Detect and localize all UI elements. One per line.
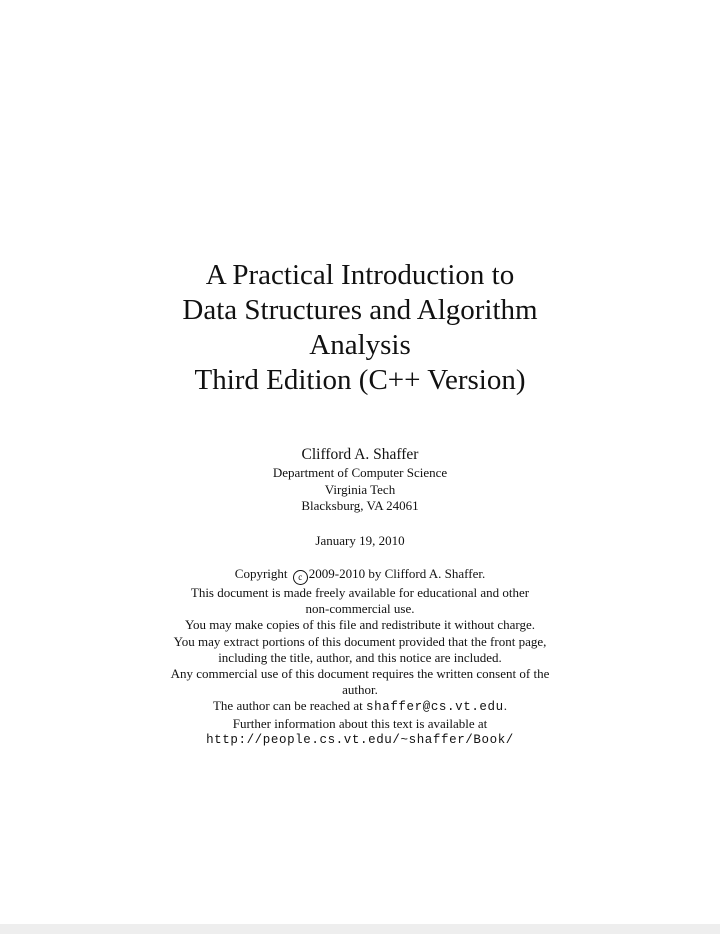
title-line-4: Third Edition (C++ Version) <box>194 364 526 396</box>
contact-line <box>0 698 720 715</box>
title-line-1: A Practical Introduction to <box>205 259 515 291</box>
notice-line-6: including the title, author, and this notice are included. <box>218 649 502 665</box>
notice-line-3: non-commercial use. <box>305 601 415 617</box>
copyright-prefix: Copyright <box>234 566 288 581</box>
author-name: Clifford A. Shaffer <box>301 446 419 463</box>
title-line-2: Data Structures and Algorithm <box>182 294 538 326</box>
contact-suffix: . <box>503 698 507 714</box>
notice-line-4: You may make copies of this file and redistribute it without charge. <box>184 617 536 633</box>
book-url: http://people.cs.vt.edu/~shaffer/Book/ <box>206 732 514 747</box>
author-email: shaffer@cs.vt.edu <box>366 700 504 715</box>
author-block <box>0 444 720 515</box>
notice-line-10: Further information about this text is available at <box>232 715 488 731</box>
copyright-line <box>0 566 720 585</box>
author-institution: Virginia Tech <box>324 481 396 497</box>
publication-date: January 19, 2010 <box>315 533 405 548</box>
notice-line-7: Any commercial use of this document requires the written consent of the <box>170 666 550 682</box>
copyright-icon: c <box>293 570 308 585</box>
book-title <box>0 258 720 398</box>
author-department: Department of Computer Science <box>272 465 448 480</box>
notice-line-8: author. <box>342 682 378 698</box>
copyright-suffix: 2009-2010 by Clifford A. Shaffer. <box>308 566 486 581</box>
copyright-notice <box>0 566 720 748</box>
contact-prefix: The author can be reached at <box>212 698 367 714</box>
notice-line-2: This document is made freely available for educational and other <box>190 585 530 600</box>
viewer-bottom-bar <box>0 924 720 934</box>
notice-line-5: You may extract portions of this document provided that the front page, <box>173 633 547 649</box>
author-address: Blacksburg, VA 24061 <box>301 498 419 513</box>
title-line-3: Analysis <box>309 329 411 361</box>
